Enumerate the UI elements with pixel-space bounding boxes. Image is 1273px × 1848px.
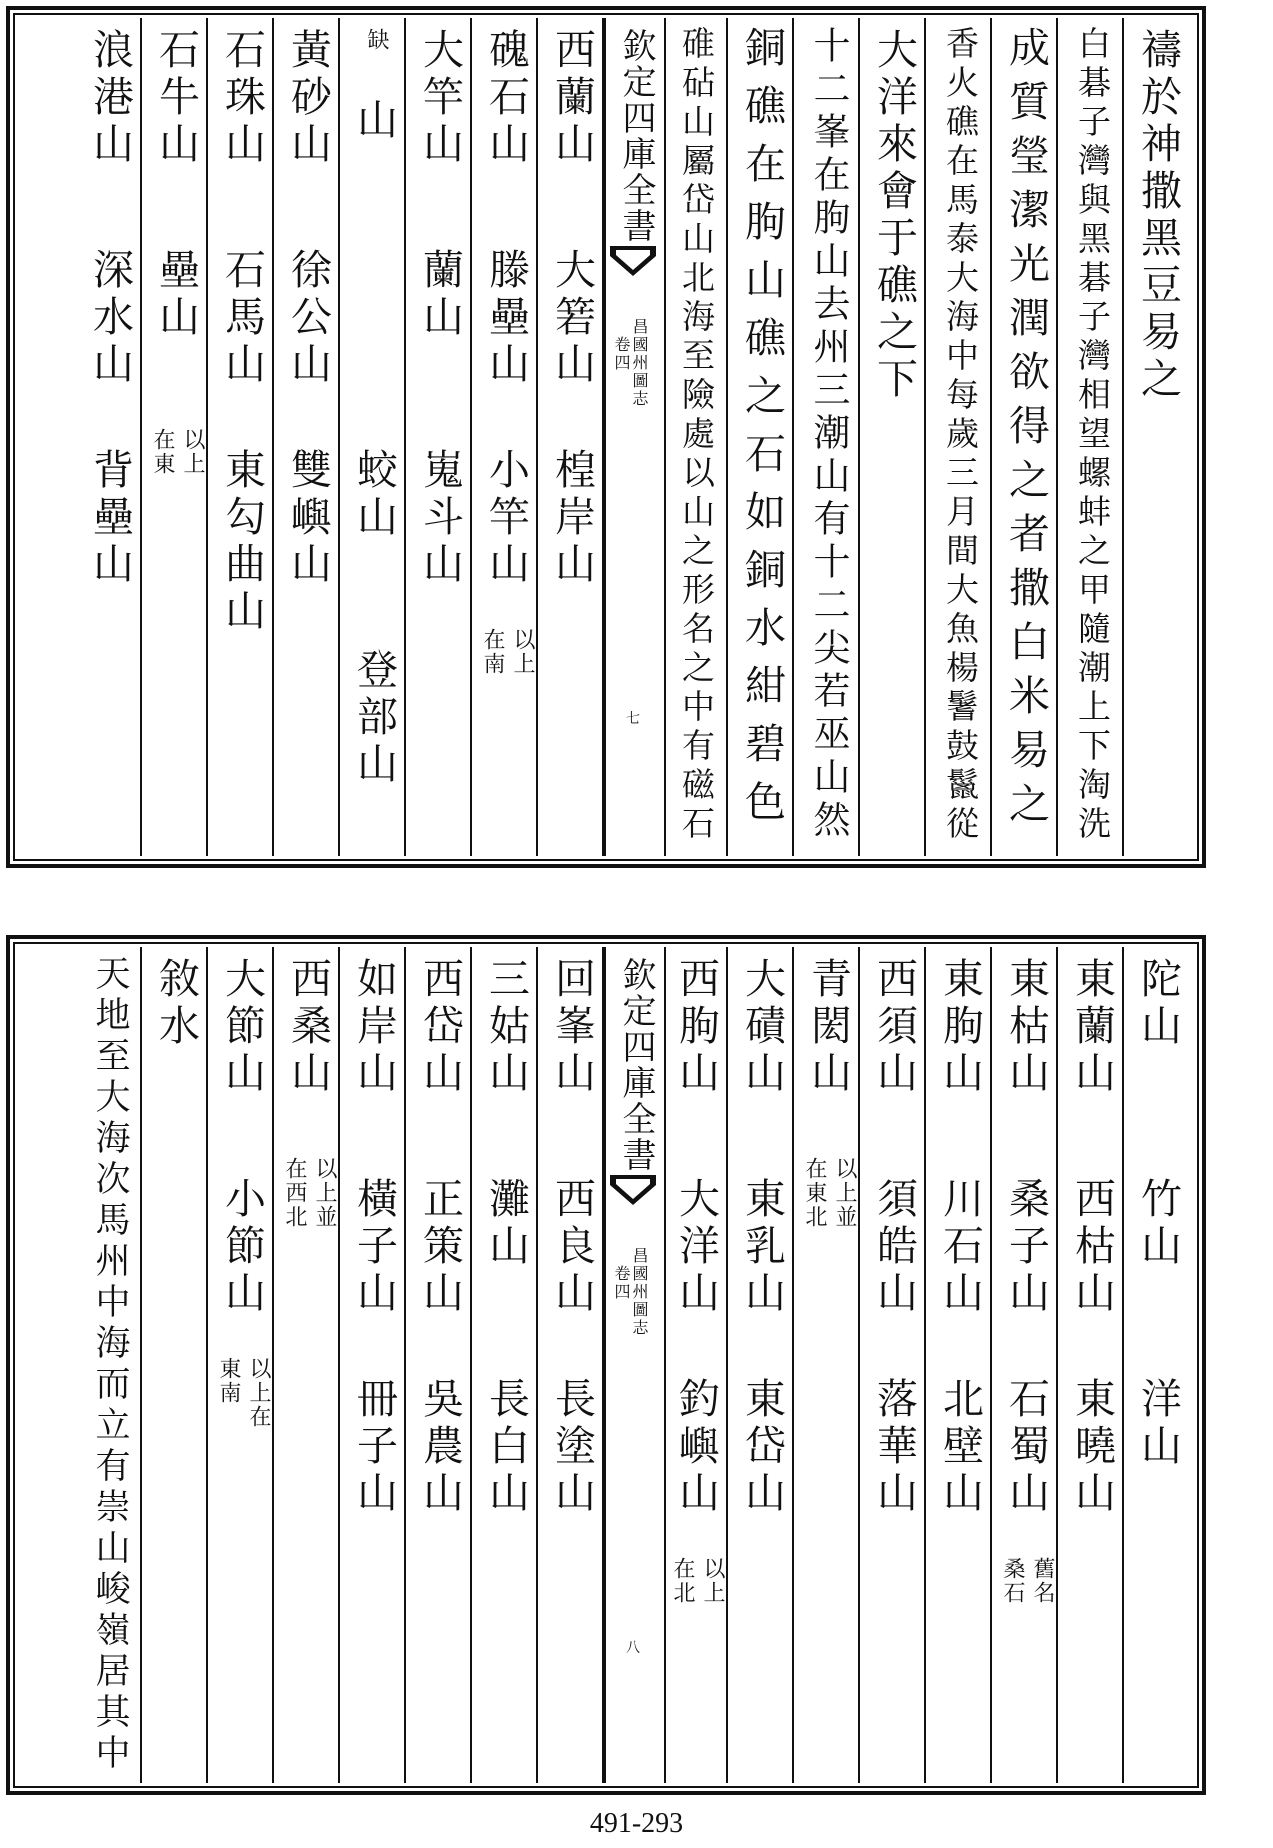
column-text: 缺	[364, 28, 389, 52]
center-margin	[604, 18, 666, 856]
column-text: 小節山	[218, 1177, 266, 1318]
column-text: 十二峯在朐山去州三潮山有十二尖若巫山然	[807, 26, 850, 843]
inline-annotation: 以上並	[832, 1157, 857, 1229]
column-text: 回峯山	[548, 957, 596, 1098]
text-column	[208, 18, 274, 856]
inline-annotation: 在南	[480, 628, 505, 676]
column-text: 陀山	[1134, 957, 1182, 1051]
column-text: 小竿山	[482, 448, 530, 589]
column-text: 長塗山	[548, 1377, 596, 1518]
text-column	[406, 947, 472, 1783]
text-column	[794, 947, 860, 1783]
column-text: 吳農山	[416, 1377, 464, 1518]
text-column	[662, 18, 728, 856]
text-column	[538, 18, 604, 856]
column-text: 楻岸山	[548, 448, 596, 589]
column-text: 橫子山	[350, 1177, 398, 1318]
text-column	[662, 947, 728, 1783]
column-text: 西岱山	[416, 957, 464, 1098]
page-number: 491-293	[589, 1808, 684, 1839]
text-column	[340, 18, 406, 856]
inline-annotation: 東南	[216, 1357, 241, 1405]
center-margin	[604, 947, 666, 1783]
text-column	[860, 947, 926, 1783]
column-text: 東岱山	[738, 1377, 786, 1518]
column-text: 西蘭山	[548, 28, 596, 169]
inline-annotation: 以上	[180, 428, 205, 476]
text-column	[926, 18, 992, 856]
center-title: 欽定四庫全書	[616, 957, 656, 1173]
column-text: 大節山	[218, 957, 266, 1098]
column-text: 石蜀山	[1002, 1377, 1050, 1518]
text-column	[472, 18, 538, 856]
column-text: 天地至大海次馬州中海而立有崇山峻嶺居其中	[90, 955, 130, 1775]
text-column	[926, 947, 992, 1783]
column-text: 大磧山	[738, 957, 786, 1098]
center-volume: 卷四	[612, 1265, 631, 1301]
column-text: 山	[350, 98, 398, 145]
center-page-label: 八	[626, 1640, 640, 1656]
column-text: 竹山	[1134, 1177, 1182, 1271]
inline-annotation: 以上在	[246, 1357, 271, 1429]
column-text: 碓砧山屬岱山北海至險處以山之形名之中有磁石	[677, 26, 716, 845]
text-column	[992, 18, 1058, 856]
column-text: 長白山	[482, 1377, 530, 1518]
center-subtitle: 昌國州圖志	[630, 318, 649, 408]
column-text: 洋山	[1134, 1377, 1182, 1471]
inline-annotation: 在西北	[282, 1157, 307, 1229]
column-text: 敘水	[152, 957, 200, 1051]
column-text: 東勾曲山	[218, 448, 266, 636]
column-text: 石馬山	[218, 248, 266, 389]
column-text: 浪港山	[86, 28, 134, 169]
column-text: 西良山	[548, 1177, 596, 1318]
center-title: 欽定四庫全書	[616, 28, 656, 244]
column-text: 嵬斗山	[416, 448, 464, 589]
inline-annotation: 以上	[510, 628, 535, 676]
column-text: 須皓山	[870, 1177, 918, 1318]
text-column	[860, 18, 926, 856]
bottom-page-frame	[6, 935, 1206, 1795]
column-text: 大竿山	[416, 28, 464, 169]
text-column	[538, 947, 604, 1783]
text-column	[274, 18, 340, 856]
column-text: 青閎山	[804, 957, 852, 1098]
center-volume: 卷四	[612, 336, 631, 372]
column-text: 滕壘山	[482, 248, 530, 389]
column-text: 徐公山	[284, 248, 332, 389]
center-subtitle: 昌國州圖志	[630, 1247, 649, 1337]
fishtail-ornament	[610, 1175, 656, 1209]
column-text: 東朐山	[936, 957, 984, 1098]
column-text: 壘山	[152, 248, 200, 342]
text-column	[340, 947, 406, 1783]
inline-annotation: 在東北	[802, 1157, 827, 1229]
text-column	[76, 947, 142, 1783]
column-text: 北壁山	[936, 1377, 984, 1518]
inline-annotation: 舊名	[1030, 1557, 1055, 1605]
inline-annotation: 在北	[670, 1557, 695, 1605]
center-page-label: 七	[626, 711, 640, 727]
column-text: 石牛山	[152, 28, 200, 169]
text-column	[76, 18, 142, 856]
inline-annotation: 在東	[150, 428, 175, 476]
column-text: 黃砂山	[284, 28, 332, 169]
column-text: 西枯山	[1068, 1177, 1116, 1318]
top-page-frame	[6, 6, 1206, 868]
column-text: 釣嶼山	[672, 1377, 720, 1518]
column-text: 灘山	[482, 1177, 530, 1271]
text-column	[1124, 18, 1190, 856]
column-text: 深水山	[86, 248, 134, 389]
column-text: 大洋來會于礁之下	[870, 28, 918, 404]
column-text: 落華山	[870, 1377, 918, 1518]
text-column	[794, 18, 860, 856]
column-text: 銅礁在朐山礁之石如銅水紺碧色	[738, 26, 786, 838]
column-text: 西須山	[870, 957, 918, 1098]
text-column	[1058, 18, 1124, 856]
text-column	[142, 18, 208, 856]
column-text: 東蘭山	[1068, 957, 1116, 1098]
inline-annotation: 桑石	[1000, 1557, 1025, 1605]
column-text: 石珠山	[218, 28, 266, 169]
column-text: 冊子山	[350, 1377, 398, 1518]
column-text: 西桑山	[284, 957, 332, 1098]
column-text: 如岸山	[350, 957, 398, 1098]
text-column	[208, 947, 274, 1783]
column-text: 正策山	[416, 1177, 464, 1318]
column-text: 雙嶼山	[284, 448, 332, 589]
column-text: 蛟山	[350, 448, 398, 542]
column-text: 大洋山	[672, 1177, 720, 1318]
column-text: 大箬山	[548, 248, 596, 389]
column-text: 香火礁在馬泰大海中每歲三月間大魚楊鬐鼓鬣從	[941, 26, 980, 845]
column-text: 磈石山	[482, 28, 530, 169]
column-text: 禱於神撒黑豆易之	[1134, 28, 1182, 404]
column-text: 蘭山	[416, 248, 464, 342]
column-text: 三姑山	[482, 957, 530, 1098]
inline-annotation: 以上	[700, 1557, 725, 1605]
text-column	[992, 947, 1058, 1783]
fishtail-ornament	[610, 246, 656, 280]
text-column	[728, 947, 794, 1783]
column-text: 登部山	[350, 648, 398, 789]
text-column	[728, 18, 794, 856]
column-text: 桑子山	[1002, 1177, 1050, 1318]
column-text: 川石山	[936, 1177, 984, 1318]
column-text: 成質瑩潔光潤欲得之者撒白米易之	[1002, 26, 1050, 836]
text-column	[472, 947, 538, 1783]
text-column	[274, 947, 340, 1783]
column-text: 東枯山	[1002, 957, 1050, 1098]
column-text: 東曉山	[1068, 1377, 1116, 1518]
text-column	[1124, 947, 1190, 1783]
text-column	[406, 18, 472, 856]
column-text: 白碁子灣與黑碁子灣相望螺蚌之甲隨潮上下淘洗	[1073, 26, 1112, 845]
text-column	[1058, 947, 1124, 1783]
column-text: 背壘山	[86, 448, 134, 589]
column-text: 西朐山	[672, 957, 720, 1098]
column-text: 東乳山	[738, 1177, 786, 1318]
inline-annotation: 以上並	[312, 1157, 337, 1229]
text-column	[142, 947, 208, 1783]
